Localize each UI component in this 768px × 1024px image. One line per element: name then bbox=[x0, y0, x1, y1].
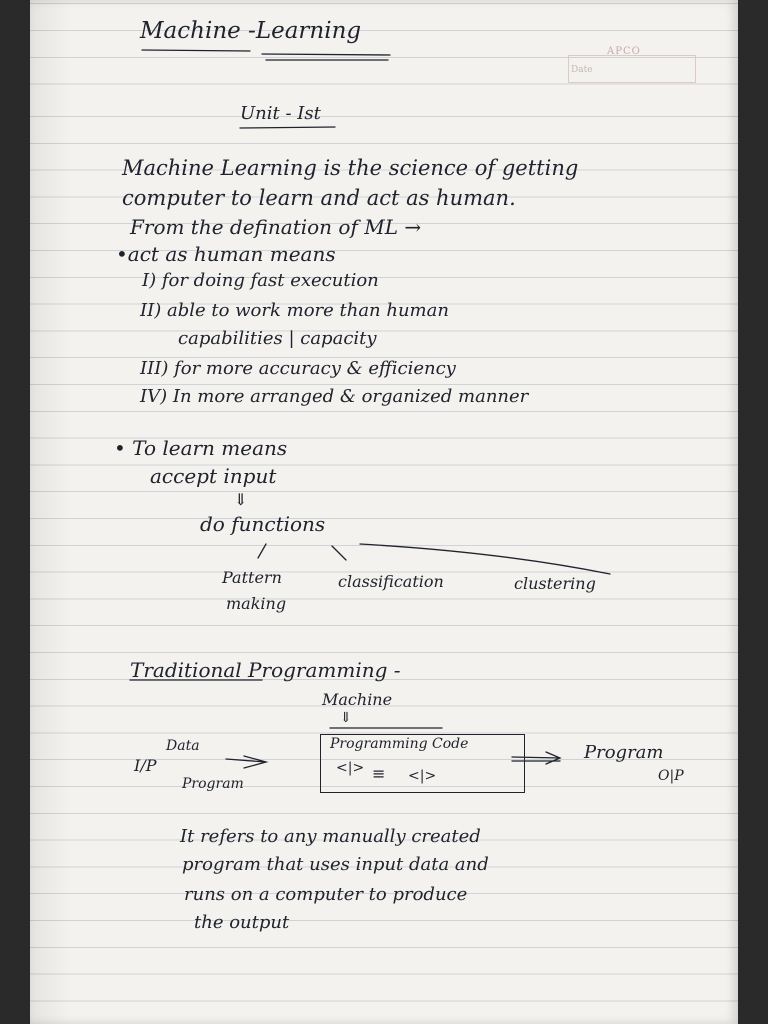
page-title: Machine -Learning bbox=[140, 18, 362, 44]
io-label: I/P bbox=[134, 756, 157, 775]
learn-heading: • To learn means bbox=[114, 436, 288, 460]
input-data: Data bbox=[166, 738, 200, 754]
branch-line-left bbox=[258, 544, 266, 558]
box-left-tag: <|> bbox=[336, 760, 365, 776]
do-functions: do functions bbox=[200, 512, 326, 536]
box-right-tag: <|> bbox=[408, 768, 437, 784]
machine-down-arrow-icon: ⇓ bbox=[340, 710, 352, 726]
act-human-heading: •act as human means bbox=[116, 242, 336, 266]
box-title: Programming Code bbox=[330, 736, 469, 752]
date-label: Date bbox=[571, 65, 593, 75]
explanation-line-1: It refers to any manually created bbox=[180, 826, 481, 847]
branch-pattern-sub: making bbox=[226, 594, 287, 613]
branch-line-mid bbox=[332, 546, 346, 560]
notebook-page bbox=[30, 0, 738, 1024]
machine-label: Machine bbox=[322, 690, 393, 709]
act-human-item-3: III) for more accuracy & efficiency bbox=[140, 358, 456, 379]
act-human-item-1: I) for doing fast execution bbox=[142, 270, 379, 291]
title-underline-2 bbox=[262, 54, 390, 55]
title-underline-1 bbox=[142, 50, 250, 51]
down-arrow-icon: ⇓ bbox=[234, 490, 248, 509]
intro-line-2: computer to learn and act as human. bbox=[122, 186, 516, 210]
box-equivalence: ≡ bbox=[372, 764, 386, 783]
branch-classification: classification bbox=[338, 572, 444, 591]
branch-pattern: Pattern bbox=[222, 568, 282, 587]
traditional-heading: Traditional Programming - bbox=[130, 658, 401, 682]
output-label: O|P bbox=[658, 768, 684, 784]
branch-line-right bbox=[360, 544, 610, 574]
unit-heading: Unit - Ist bbox=[240, 103, 321, 124]
intro-line-3: From the defination of ML → bbox=[130, 215, 422, 239]
output-arrow bbox=[512, 752, 560, 764]
pen-strokes bbox=[30, 0, 738, 1024]
act-human-item-2: II) able to work more than human bbox=[140, 300, 449, 321]
input-program: Program bbox=[182, 776, 244, 792]
data-arrow bbox=[226, 756, 266, 768]
act-human-item-2-cont: capabilities | capacity bbox=[178, 328, 377, 349]
act-human-item-4: IV) In more arranged & organized manner bbox=[140, 386, 529, 407]
output-program: Program bbox=[584, 742, 664, 763]
unit-underline bbox=[240, 127, 335, 128]
intro-line-1: Machine Learning is the science of getting bbox=[122, 156, 579, 180]
accept-input: accept input bbox=[150, 464, 277, 488]
branch-clustering: clustering bbox=[514, 574, 596, 593]
explanation-line-4: the output bbox=[194, 912, 290, 933]
notebook-brand: APCO bbox=[607, 46, 641, 57]
explanation-line-2: program that uses input data and bbox=[182, 854, 489, 875]
explanation-line-3: runs on a computer to produce bbox=[184, 884, 468, 905]
